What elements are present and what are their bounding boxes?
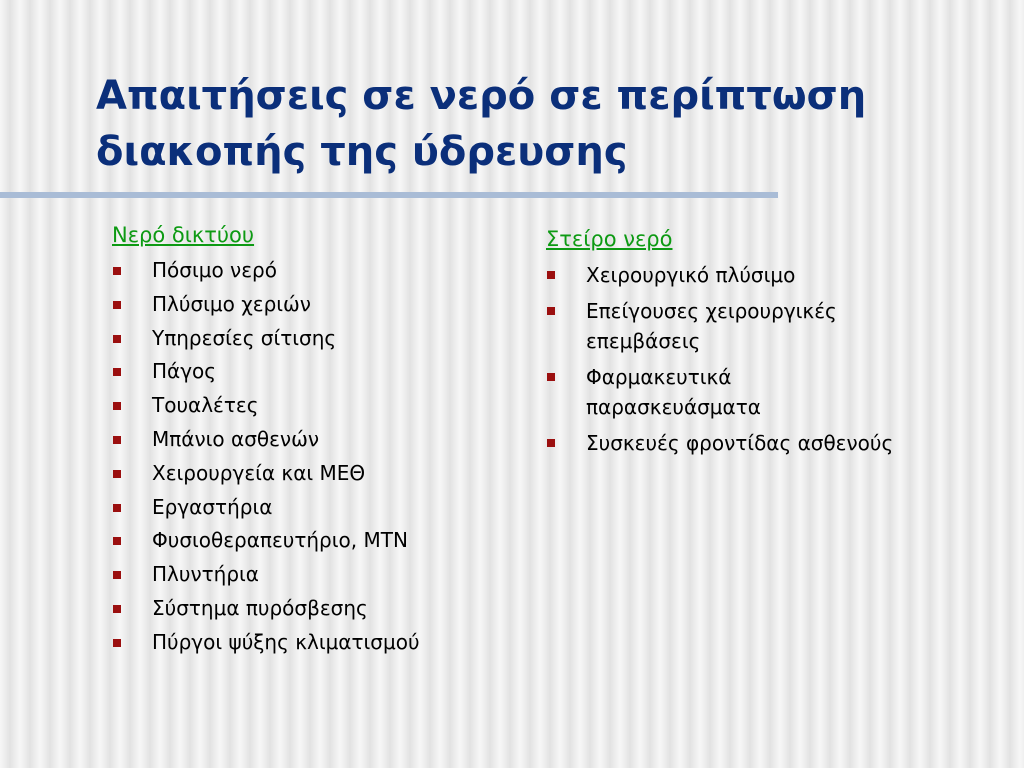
list-item <box>112 355 532 389</box>
slide-title-line-2: διακοπής της ύδρευσης <box>96 129 628 175</box>
right-bullet-list <box>546 260 1006 458</box>
list-item-text-continued: παρασκευάσματα <box>586 395 761 419</box>
square-bullet-icon <box>113 537 121 545</box>
list-item-text: Πάγος <box>152 359 217 384</box>
list-item <box>112 288 532 322</box>
right-column <box>546 224 1006 464</box>
list-item-text-continued: επεμβάσεις <box>586 329 701 353</box>
list-item-text: Πλυντήρια <box>152 562 259 587</box>
square-bullet-icon <box>113 470 121 478</box>
slide-title-line-1: Απαιτήσεις σε νερό σε περίπτωση <box>96 73 867 119</box>
list-item <box>112 626 532 660</box>
list-item-text: Πλύσιμο χεριών <box>152 291 311 316</box>
square-bullet-icon <box>547 439 555 447</box>
list-item-text: Επείγουσες χειρουργικές <box>586 299 837 323</box>
list-item <box>546 362 1006 422</box>
square-bullet-icon <box>547 373 555 381</box>
square-bullet-icon <box>547 307 555 315</box>
square-bullet-icon <box>113 301 121 309</box>
list-item <box>546 428 1006 458</box>
list-item <box>112 322 532 356</box>
list-item <box>112 254 532 288</box>
list-item <box>112 457 532 491</box>
list-item <box>112 389 532 423</box>
square-bullet-icon <box>113 436 121 444</box>
list-item <box>112 558 532 592</box>
list-item <box>112 423 532 457</box>
left-column <box>112 220 532 660</box>
square-bullet-icon <box>113 639 121 647</box>
square-bullet-icon <box>113 368 121 376</box>
square-bullet-icon <box>113 504 121 512</box>
list-item-text: Πύργοι ψύξης κλιματισμού <box>152 629 420 654</box>
list-item-text: Μπάνιο ασθενών <box>152 426 320 451</box>
left-column-heading: Νερό δικτύου <box>112 223 255 247</box>
list-item-text: Συσκευές φροντίδας ασθενούς <box>586 431 894 455</box>
square-bullet-icon <box>113 571 121 579</box>
list-item-text: Φυσιοθεραπευτήριο, ΜΤΝ <box>152 528 408 553</box>
list-item-text: Εργαστήρια <box>152 494 273 519</box>
list-item <box>112 524 532 558</box>
list-item <box>546 296 1006 356</box>
list-item <box>546 260 1006 290</box>
list-item-text: Υπηρεσίες σίτισης <box>152 325 337 350</box>
list-item <box>112 491 532 525</box>
list-item-text: Φαρμακευτικά <box>586 365 732 389</box>
left-bullet-list <box>112 254 532 660</box>
title-divider <box>0 192 778 198</box>
list-item-text: Χειρουργεία και ΜΕΘ <box>152 460 366 485</box>
slide-title <box>96 68 976 180</box>
list-item-text: Σύστημα πυρόσβεσης <box>152 595 368 620</box>
list-item-text: Τουαλέτες <box>152 393 259 418</box>
square-bullet-icon <box>113 267 121 275</box>
square-bullet-icon <box>547 271 555 279</box>
square-bullet-icon <box>113 335 121 343</box>
list-item-text: Πόσιμο νερό <box>152 258 277 282</box>
list-item <box>112 592 532 626</box>
square-bullet-icon <box>113 605 121 613</box>
right-column-heading: Στείρο νερό <box>546 227 673 251</box>
square-bullet-icon <box>113 402 121 410</box>
list-item-text: Χειρουργικό πλύσιμο <box>586 263 796 287</box>
